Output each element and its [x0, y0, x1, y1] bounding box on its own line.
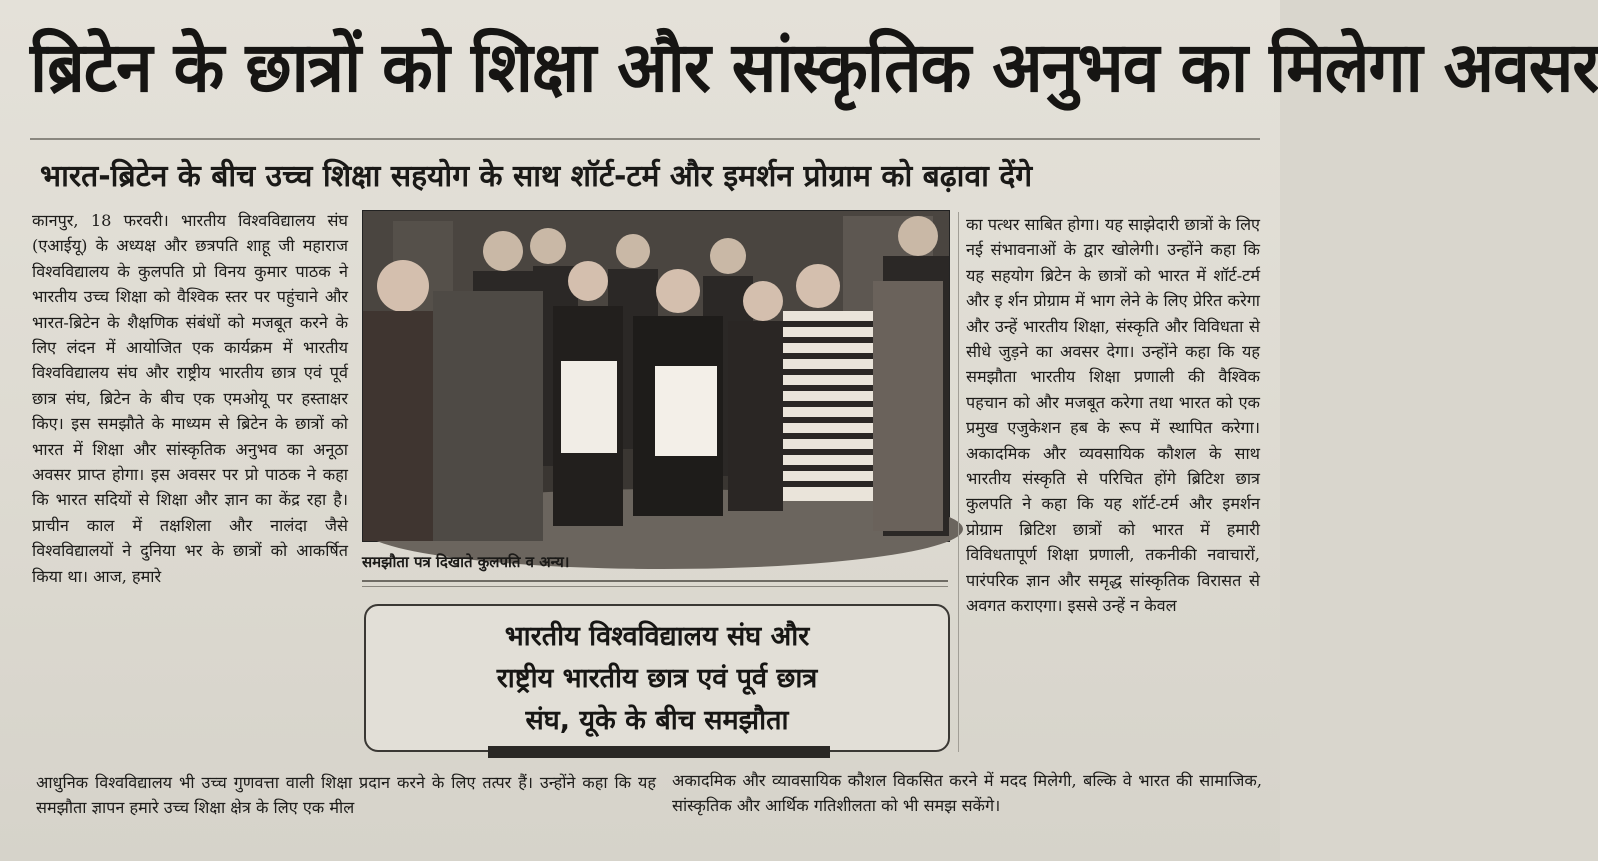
highlight-text [366, 616, 948, 742]
caption-rule-thin [362, 586, 948, 587]
article-bottom-right: अकादमिक और व्यावसायिक कौशल विकसित करने में मदद मिलेगी, बल्कि वे भारत की सामाजिक, सांस्कृतिक और आर्थिक गतिशीलता को भी समझ सकेंगे। [672, 771, 1262, 816]
highlight-underbar [488, 746, 830, 758]
headline: ब्रिटेन के छात्रों को शिक्षा और सांस्कृतिक अनुभव का मिलेगा अवसर [30, 27, 1598, 108]
highlight-box [364, 604, 950, 752]
article-bottom-left: आधुनिक विश्वविद्यालय भी उच्च गुणवत्ता वाली शिक्षा प्रदान करने के लिए तत्पर हैं। उन्होंने कहा कि यह समझौता ज्ञापन हमारे उच्च शिक्षा क्षेत्र के लिए एक मील [36, 773, 656, 818]
caption-rule [362, 580, 948, 582]
headline-rule [30, 138, 1260, 140]
article-column-right: का पत्थर साबित होगा। यह साझेदारी छात्रों के लिए नई संभावनाओं के द्वार खोलेगी। उन्होंने कहा कि यह सहयोग ब्रिटेन के छात्रों को भारत में शॉर्ट-टर्म और इ र्शन प्रोग्राम में भाग लेने के लिए प्रेरित करेगा और उन्हें भारतीय शिक्षा, संस्कृति और विविधता से सीधे जुड़ने का अवसर देगा। उन्होंने कहा कि यह समझौता भारतीय शिक्षा प्रणाली की वैश्विक पहचान को और मजबूत करेगा तथा भारत को एक प्रमुख एजुकेशन हब के रूप में स्थापित करेगा। अकादमिक और व्यवसायिक कौशल के साथ भारतीय संस्कृति से परिचित होंगे ब्रिटिश छात्र कुलपति ने कहा कि यह शॉर्ट-टर्म और इमर्शन प्रोग्राम ब्रिटिश छात्रों को भारत में हमारी विविधतापूर्ण शिक्षा प्रणाली, तकनीकी नवाचारों, पारंपरिक ज्ञान और समृद्ध सांस्कृतिक विरासत से अवगत कराएगा। इससे उन्हें न केवल [966, 215, 1260, 616]
news-photo [362, 210, 950, 542]
group-photo-illustration [363, 211, 949, 541]
article-column-left: कानपुर, 18 फरवरी। भारतीय विश्वविद्यालय संघ (एआईयू) के अध्यक्ष और छत्रपति शाहू जी महाराज विश्वविद्यालय के कुलपति प्रो विनय कुमार पाठक ने भारतीय उच्च शिक्षा को वैश्विक स्तर पर पहुंचाने और भारत-ब्रिटेन के शैक्षणिक संबंधों को मजबूत करने के लिए लंदन में आयोजित एक कार्यक्रम में भारतीय विश्वविद्यालय संघ और राष्ट्रीय भारतीय छात्र एवं पूर्व छात्र संघ, ब्रिटेन के बीच एक एमओयू पर हस्ताक्षर किए। इस समझौते के माध्यम से ब्रिटेन के छात्रों को भारत में शिक्षा और सांस्कृतिक अनुभव का अनूठा अवसर प्राप्त होगा। इस अवसर पर प्रो पाठक ने कहा कि भारत सदियों से शिक्षा और ज्ञान का केंद्र रहा है। प्राचीन काल में तक्षशिला और नालंदा जैसे विश्वविद्यालयों ने दुनिया भर के छात्रों को आकर्षित किया था। आज, हमारे [32, 211, 348, 586]
photo-caption: समझौता पत्र दिखाते कुलपति व अन्य। [362, 553, 570, 571]
highlight-line-2: राष्ट्रीय भारतीय छात्र एवं पूर्व छात्र [496, 663, 818, 694]
subheadline: भारत-ब्रिटेन के बीच उच्च शिक्षा सहयोग के साथ शॉर्ट-टर्म और इमर्शन प्रोग्राम को बढ़ावा देंगे [40, 159, 1033, 194]
highlight-line-1: भारतीय विश्वविद्यालय संघ और [504, 621, 810, 652]
column-divider [958, 212, 959, 752]
highlight-line-3: संघ, यूके के बीच समझौता [525, 705, 789, 736]
